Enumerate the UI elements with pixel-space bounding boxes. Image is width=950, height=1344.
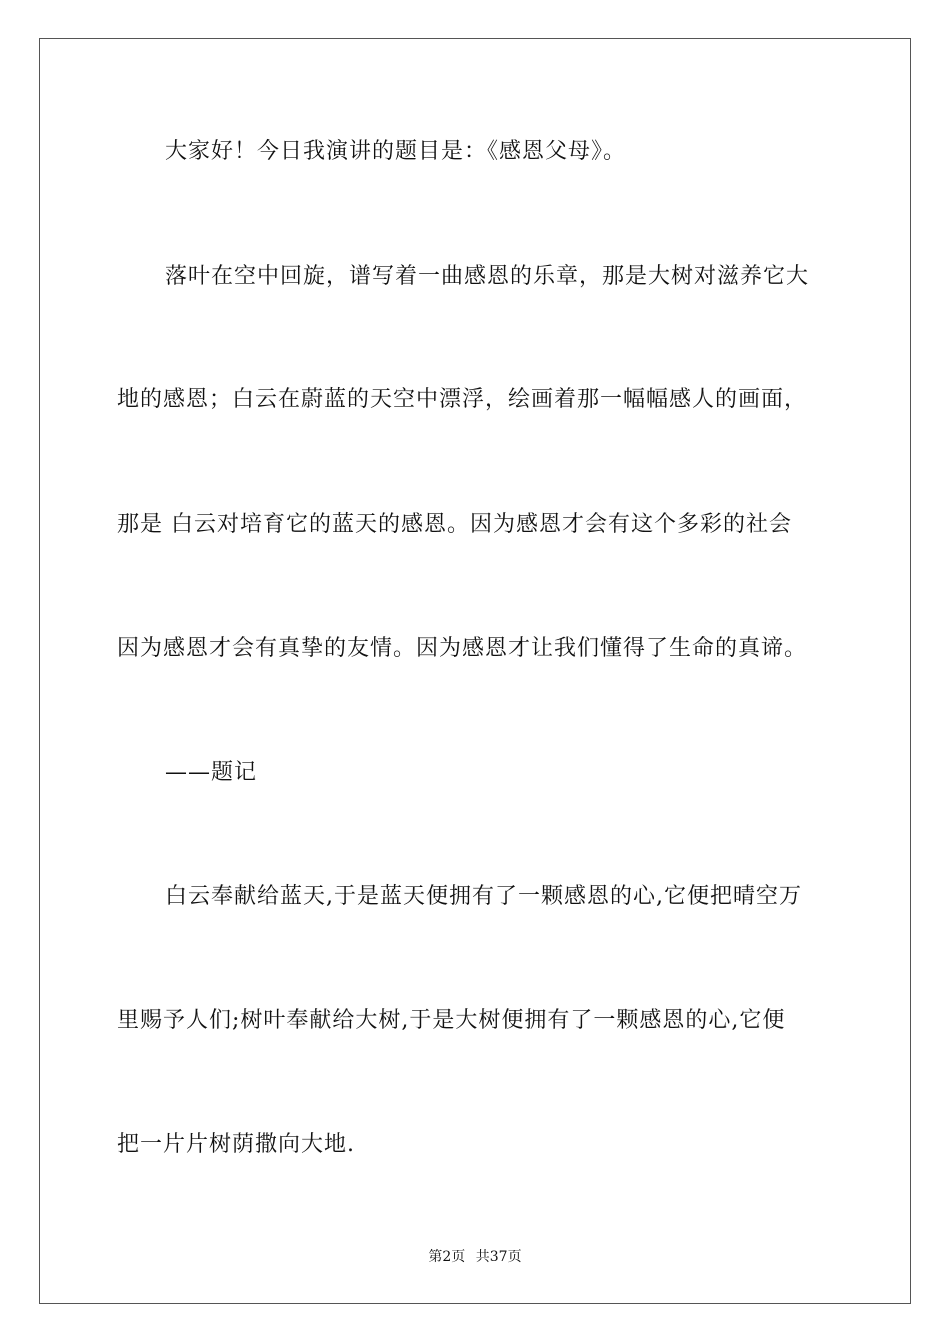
paragraph-line-8: 把一片片树荫撒向大地.	[117, 1132, 355, 1157]
page-number: 第2页	[428, 1249, 466, 1265]
page-frame	[39, 38, 911, 1304]
epigraph-attribution: ——题记	[165, 760, 258, 785]
paragraph-line-4: 那是 白云对培育它的蓝天的感恩。因为感恩才会有这个多彩的社会	[117, 512, 792, 537]
paragraph-line-2: 落叶在空中回旋，谱写着一曲感恩的乐章，那是大树对滋养它大	[165, 264, 810, 289]
paragraph-line-5: 因为感恩才会有真挚的友情。因为感恩才让我们懂得了生命的真谛。	[117, 636, 808, 661]
paragraph-line-6: 白云奉献给蓝天,于是蓝天便拥有了一颗感恩的心,它便把晴空万	[165, 884, 802, 909]
page-footer	[0, 1248, 950, 1266]
paragraph-line-1: 大家好！今日我演讲的题目是：《感恩父母》。	[165, 139, 627, 164]
paragraph-line-7: 里赐予人们;树叶奉献给大树,于是大树便拥有了一颗感恩的心,它便	[117, 1008, 786, 1033]
paragraph-line-3: 地的感恩；白云在蔚蓝的天空中漂浮，绘画着那一幅幅感人的画面，	[117, 387, 808, 412]
total-pages: 共37页	[475, 1249, 522, 1265]
